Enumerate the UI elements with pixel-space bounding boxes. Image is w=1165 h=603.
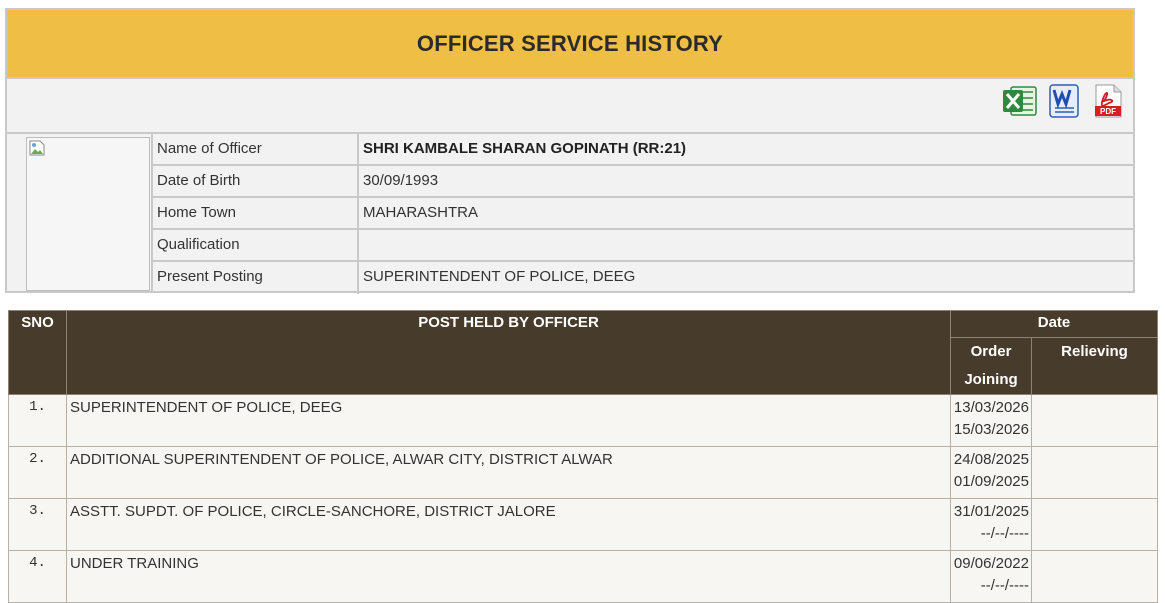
- row-relieving: [1032, 499, 1158, 551]
- officer-panel: [5, 8, 1135, 293]
- row-sno: 2.: [9, 447, 67, 499]
- joining-date: --/--/----: [980, 577, 1029, 594]
- joining-date: 01/09/2025: [953, 473, 1029, 490]
- order-date: 13/03/2026: [953, 399, 1029, 416]
- row-post: UNDER TRAINING: [67, 551, 951, 603]
- column-header-sno: SNO: [9, 311, 67, 395]
- info-label: Name of Officer: [153, 134, 359, 164]
- column-header-relieving: Relieving: [1032, 338, 1158, 395]
- table-row: [9, 447, 1158, 499]
- present-posting: SUPERINTENDENT OF POLICE, DEEG: [363, 268, 636, 285]
- excel-icon[interactable]: [1001, 82, 1039, 120]
- joining-date: 15/03/2026: [953, 421, 1029, 438]
- officer-photo: [26, 137, 150, 291]
- photo-cell: [7, 134, 153, 293]
- svg-text:PDF: PDF: [1100, 107, 1116, 116]
- row-sno: 4.: [9, 551, 67, 603]
- row-post: ADDITIONAL SUPERINTENDENT OF POLICE, ALWAR CITY, DISTRICT ALWAR: [67, 447, 951, 499]
- row-sno: 1.: [9, 395, 67, 447]
- row-relieving: [1032, 395, 1158, 447]
- row-relieving: [1032, 447, 1158, 499]
- officer-info: [7, 132, 1133, 293]
- column-header-order-joining: [951, 338, 1032, 395]
- table-row: [9, 395, 1158, 447]
- column-header-joining: Joining: [964, 371, 1018, 388]
- page-title: OFFICER SERVICE HISTORY: [416, 30, 724, 56]
- service-history-table: [8, 310, 1158, 603]
- info-label: Home Town: [153, 198, 359, 228]
- table-row: [9, 551, 1158, 603]
- column-header-order: Order: [970, 343, 1012, 360]
- row-sno: 3.: [9, 499, 67, 551]
- order-date: 09/06/2022: [953, 555, 1029, 572]
- order-date: 31/01/2025: [953, 503, 1029, 520]
- title-bar: [7, 10, 1133, 79]
- qualification: [359, 230, 1135, 260]
- row-relieving: [1032, 551, 1158, 603]
- date-of-birth: 30/09/1993: [363, 172, 439, 189]
- info-row-dob: [153, 166, 1135, 198]
- info-row-qualification: [153, 230, 1135, 262]
- info-row-name: [153, 134, 1135, 166]
- info-label: Qualification: [153, 230, 359, 260]
- column-header-date: Date: [951, 311, 1158, 338]
- word-icon[interactable]: [1045, 82, 1083, 120]
- officer-name: SHRI KAMBALE SHARAN GOPINATH (RR:21): [363, 140, 687, 157]
- info-label: Date of Birth: [153, 166, 359, 196]
- pdf-icon[interactable]: [1089, 82, 1127, 120]
- home-town: MAHARASHTRA: [363, 204, 479, 221]
- row-order-joining: [951, 551, 1032, 603]
- export-toolbar: [1001, 82, 1127, 122]
- column-header-post: POST HELD BY OFFICER: [67, 311, 951, 395]
- info-label: Present Posting: [153, 262, 359, 294]
- info-row-hometown: [153, 198, 1135, 230]
- row-order-joining: [951, 499, 1032, 551]
- row-post: ASSTT. SUPDT. OF POLICE, CIRCLE-SANCHORE, DISTRICT JALORE: [67, 499, 951, 551]
- broken-image-icon: [29, 140, 45, 156]
- info-row-posting: [153, 262, 1135, 294]
- row-order-joining: [951, 395, 1032, 447]
- row-post: SUPERINTENDENT OF POLICE, DEEG: [67, 395, 951, 447]
- table-row: [9, 499, 1158, 551]
- order-date: 24/08/2025: [953, 451, 1029, 468]
- joining-date: --/--/----: [980, 525, 1029, 542]
- row-order-joining: [951, 447, 1032, 499]
